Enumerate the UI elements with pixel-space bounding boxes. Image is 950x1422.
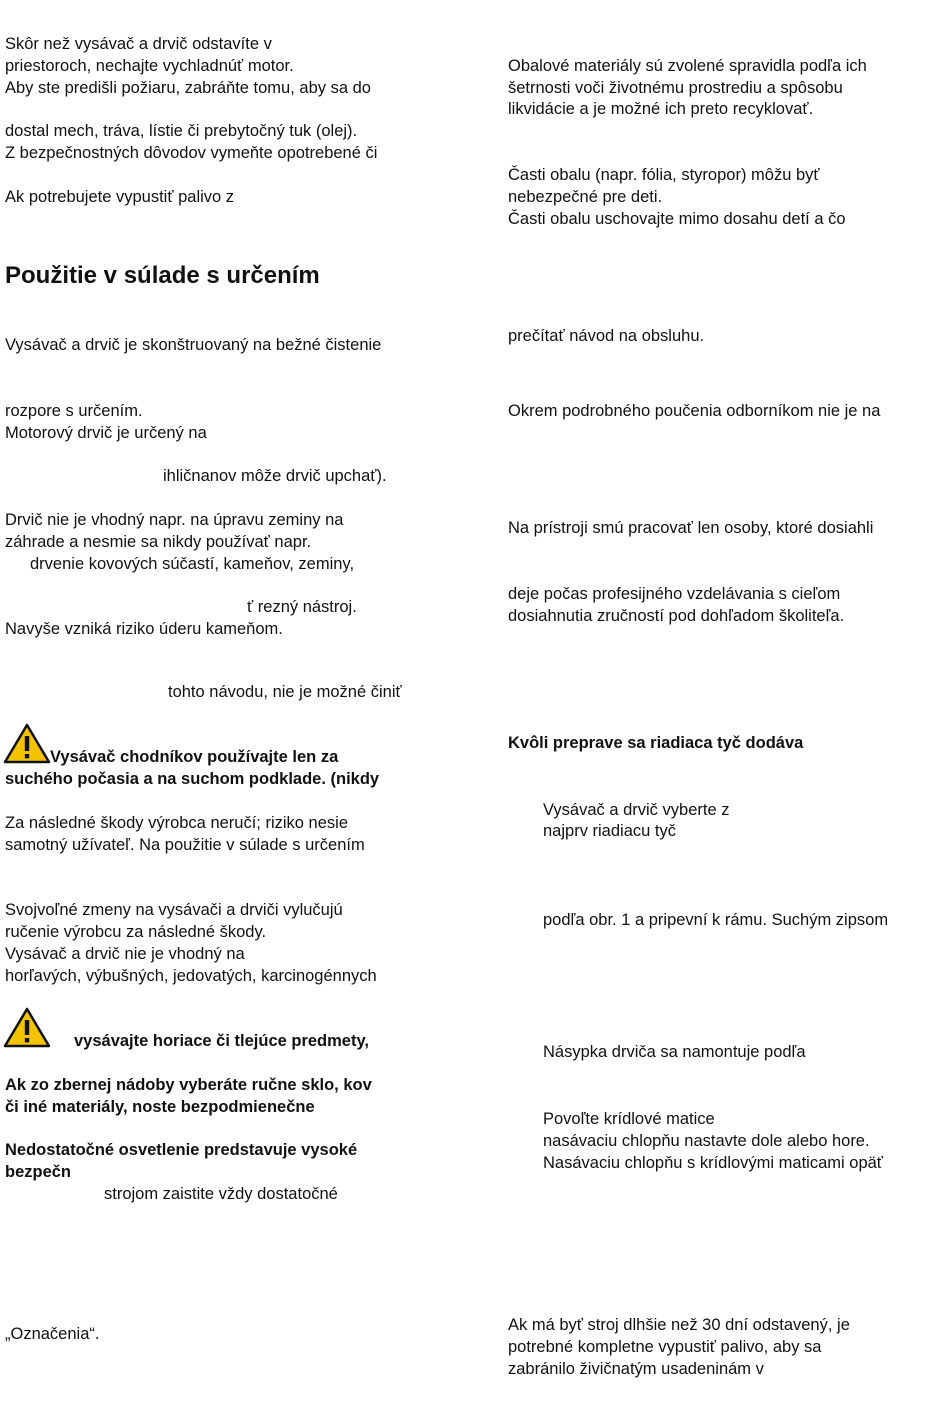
right-text-line: najprv riadiacu tyč (543, 822, 676, 840)
section-heading: Použitie v súlade s určením (5, 262, 320, 289)
left-text-line: Svojvoľné zmeny na vysávači a drviči vylučujú (5, 901, 343, 919)
right-text-line: dosiahnutia zručností pod dohľadom školiteľa. (508, 607, 845, 625)
left-text-line: Motorový drvič je určený na (5, 424, 207, 442)
bold-text-line: Nedostatočné osvetlenie predstavuje vysoké (5, 1141, 358, 1159)
warning-text: suchého počasia a na suchom podklade. (nikdy (5, 770, 380, 788)
left-text-line: záhrade a nesmie sa nikdy používať napr. (5, 533, 312, 551)
right-text-line: Vysávač a drvič vyberte z (543, 801, 730, 819)
bold-text-line: bezpečn (5, 1163, 72, 1181)
right-text-line: podľa obr. 1 a pripevní k rámu. Suchým zipsom (543, 911, 889, 929)
bold-text-line: Kvôli preprave sa riadiaca tyč dodáva (508, 734, 804, 752)
right-text-line: zabránilo živičnatým usadeninám v (508, 1360, 764, 1378)
warning-text: Vysávač chodníkov používajte len za (50, 748, 339, 766)
right-text-line: Na prístroji smú pracovať len osoby, ktoré dosiahli (508, 519, 874, 537)
right-text-line: Okrem podrobného poučenia odborníkom nie je na (508, 402, 881, 420)
left-text-line: Ak potrebujete vypustiť palivo z (5, 188, 235, 206)
left-text-line: „Označenia“. (5, 1325, 100, 1343)
left-text-line: strojom zaistite vždy dostatočné (104, 1185, 338, 1203)
warning-triangle-icon (3, 722, 51, 764)
right-text-line: Obalové materiály sú zvolené spravidla podľa ich (508, 57, 867, 75)
left-text-line: Z bezpečnostných dôvodov vymeňte opotrebené či (5, 144, 378, 162)
left-text-line: Vysávač a drvič je skonštruovaný na bežné čistenie (5, 336, 382, 354)
right-text-line: Časti obalu uschovajte mimo dosahu detí a čo (508, 210, 846, 228)
left-text-line: Za následné škody výrobca neručí; riziko nesie (5, 814, 349, 832)
right-text-line: potrebné kompletne vypustiť palivo, aby sa (508, 1338, 822, 1356)
right-text-line: Povoľte krídlové matice (543, 1110, 715, 1128)
right-text-line: prečítať návod na obsluhu. (508, 327, 705, 345)
warning-triangle-icon (3, 1006, 51, 1048)
left-text-line: Navyše vzniká riziko úderu kameňom. (5, 620, 283, 638)
bold-text-line: či iné materiály, noste bezpodmienečne (5, 1098, 315, 1116)
right-text-line: Časti obalu (napr. fólia, styropor) môžu byť (508, 166, 820, 184)
left-text-line: rozpore s určením. (5, 402, 143, 420)
right-text-line: nebezpečné pre deti. (508, 188, 663, 206)
right-text-line: likvidácie a je možné ich preto recyklovať. (508, 100, 814, 118)
left-text-line: Aby ste predišli požiaru, zabráňte tomu, aby sa do (5, 79, 371, 97)
right-text-line: Nasávaciu chlopňu s krídlovými maticami opäť (543, 1154, 883, 1172)
left-text-line: priestoroch, nechajte vychladnúť motor. (5, 57, 294, 75)
left-text-line: samotný užívateľ. Na použitie v súlade s určením (5, 836, 365, 854)
left-text-line: tohto návodu, nie je možné činiť (168, 683, 402, 701)
left-text-line: horľavých, výbušných, jedovatých, karcinogénnych (5, 967, 377, 985)
warning-text: vysávajte horiace či tlejúce predmety, (74, 1032, 370, 1050)
left-text-line: ihličnanov môže drvič upchať). (163, 467, 387, 485)
left-text-line: Vysávač a drvič nie je vhodný na (5, 945, 245, 963)
left-text-line: ručenie výrobcu za následné škody. (5, 923, 267, 941)
left-text-line: Drvič nie je vhodný napr. na úpravu zeminy na (5, 511, 344, 529)
left-text-line: Skôr než vysávač a drvič odstavíte v (5, 35, 272, 53)
right-text-line: deje počas profesijného vzdelávania s cieľom (508, 585, 841, 603)
left-text-line: dostal mech, tráva, lístie či prebytočný tuk (olej). (5, 122, 358, 140)
bold-text-line: Ak zo zbernej nádoby vyberáte ručne sklo, kov (5, 1076, 372, 1094)
right-text-line: Ak má byť stroj dlhšie než 30 dní odstavený, je (508, 1316, 850, 1334)
right-text-line: šetrnosti voči životnému prostrediu a spôsobu (508, 79, 843, 97)
right-text-line: Násypka drviča sa namontuje podľa (543, 1043, 806, 1061)
left-text-line: ť rezný nástroj. (247, 598, 357, 616)
right-text-line: nasávaciu chlopňu nastavte dole alebo hore. (543, 1132, 870, 1150)
left-text-line: drvenie kovových súčastí, kameňov, zeminy, (30, 555, 355, 573)
